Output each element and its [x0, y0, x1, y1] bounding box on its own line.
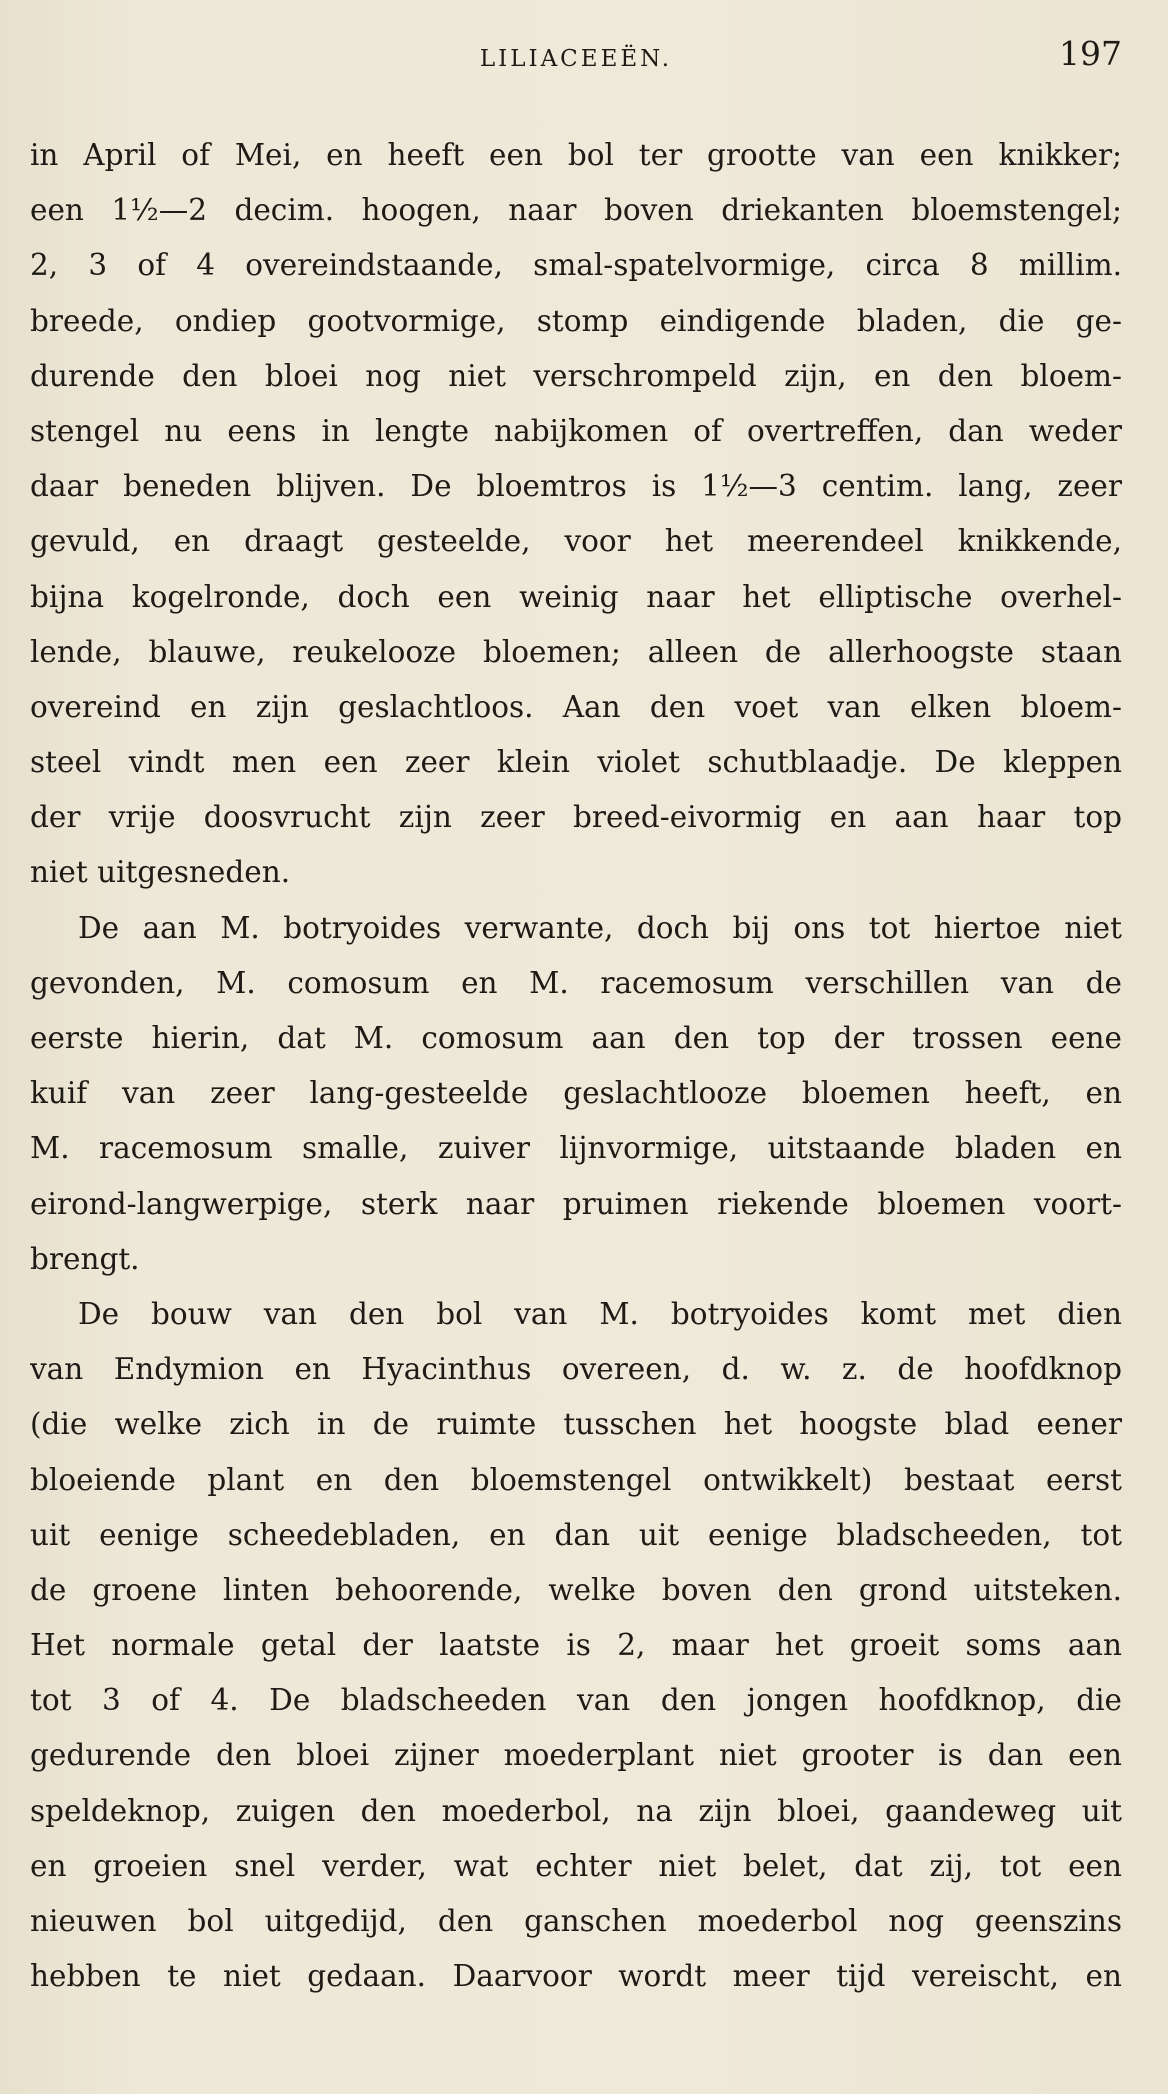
text-line: speldeknop, zuigen den moederbol, na zijn bloei, gaandeweg uit: [30, 1793, 1122, 1828]
text-line: bijna kogelronde, doch een weinig naar het elliptische overhel-: [30, 579, 1122, 614]
text-line: breede, ondiep gootvormige, stomp eindigende bladen, die ge-: [30, 303, 1122, 338]
text-line: lende, blauwe, reukelooze bloemen; alleen de allerhoogste staan: [30, 634, 1122, 669]
text-line: gevonden, M. comosum en M. racemosum verschillen van de: [30, 965, 1122, 1000]
body-text: [30, 128, 1122, 2004]
text-line: daar beneden blijven. De bloemtros is 1½—3 centim. lang, zeer: [30, 469, 1122, 504]
text-line: hebben te niet gedaan. Daarvoor wordt meer tijd vereischt, en: [30, 1959, 1122, 1994]
text-line: De aan M. botryoides verwante, doch bij ons tot hiertoe niet: [78, 910, 1122, 945]
text-line: durende den bloei nog niet verschrompeld zijn, en den bloem-: [30, 358, 1122, 393]
text-line: Het normale getal der laatste is 2, maar het groeit soms aan: [30, 1628, 1122, 1663]
text-line: M. racemosum smalle, zuiver lijnvormige, uitstaande bladen en: [30, 1131, 1122, 1166]
text-line: 2, 3 of 4 overeindstaande, smal-spatelvormige, circa 8 millim.: [30, 248, 1122, 283]
text-line: eirond-langwerpige, sterk naar pruimen riekende bloemen voort-: [30, 1186, 1122, 1221]
text-line: gevuld, en draagt gesteelde, voor het meerendeel knikkende,: [30, 524, 1122, 559]
text-line: bloeiende plant en den bloemstengel ontwikkelt) bestaat eerst: [30, 1462, 1122, 1497]
text-line: nieuwen bol uitgedijd, den ganschen moederbol nog geenszins: [30, 1904, 1122, 1938]
text-line: uit eenige scheedebladen, en dan uit eenige bladscheeden, tot: [30, 1517, 1122, 1552]
page-header: [30, 34, 1122, 78]
text-line: de groene linten behoorende, welke boven den grond uitsteken.: [30, 1572, 1122, 1607]
text-line: van Endymion en Hyacinthus overeen, d. w. z. de hoofdknop: [30, 1352, 1122, 1387]
text-line: De bouw van den bol van M. botryoides komt met dien: [78, 1296, 1122, 1331]
text-line: eerste hierin, dat M. comosum aan den top der trossen eene: [30, 1021, 1122, 1055]
text-line: kuif van zeer lang-gesteelde geslachtlooze bloemen heeft, en: [30, 1076, 1122, 1111]
text-line: steel vindt men een zeer klein violet schutblaadje. De kleppen: [30, 745, 1122, 780]
text-line: tot 3 of 4. De bladscheeden van den jongen hoofdknop, die: [30, 1683, 1122, 1718]
text-line: in April of Mei, en heeft een bol ter grootte van een knikker;: [30, 138, 1122, 172]
running-title: LILIACEEËN.: [479, 46, 673, 72]
text-line: der vrije doosvrucht zijn zeer breed-eivormig en aan haar top: [30, 800, 1122, 835]
text-line: overeind en zijn geslachtloos. Aan den voet van elken bloem-: [30, 689, 1122, 724]
text-line: (die welke zich in de ruimte tusschen het hoogste blad eener: [30, 1407, 1122, 1442]
text-line: niet uitgesneden.: [30, 855, 291, 890]
text-line: stengel nu eens in lengte nabijkomen of overtreffen, dan weder: [30, 413, 1122, 448]
text-line: een 1½—2 decim. hoogen, naar boven driekanten bloemstengel;: [30, 193, 1122, 228]
text-line: en groeien snel verder, wat echter niet belet, dat zij, tot een: [30, 1848, 1122, 1883]
page-number: 197: [1059, 34, 1122, 73]
text-line: gedurende den bloei zijner moederplant niet grooter is dan een: [30, 1738, 1122, 1773]
text-line: brengt.: [30, 1241, 140, 1276]
